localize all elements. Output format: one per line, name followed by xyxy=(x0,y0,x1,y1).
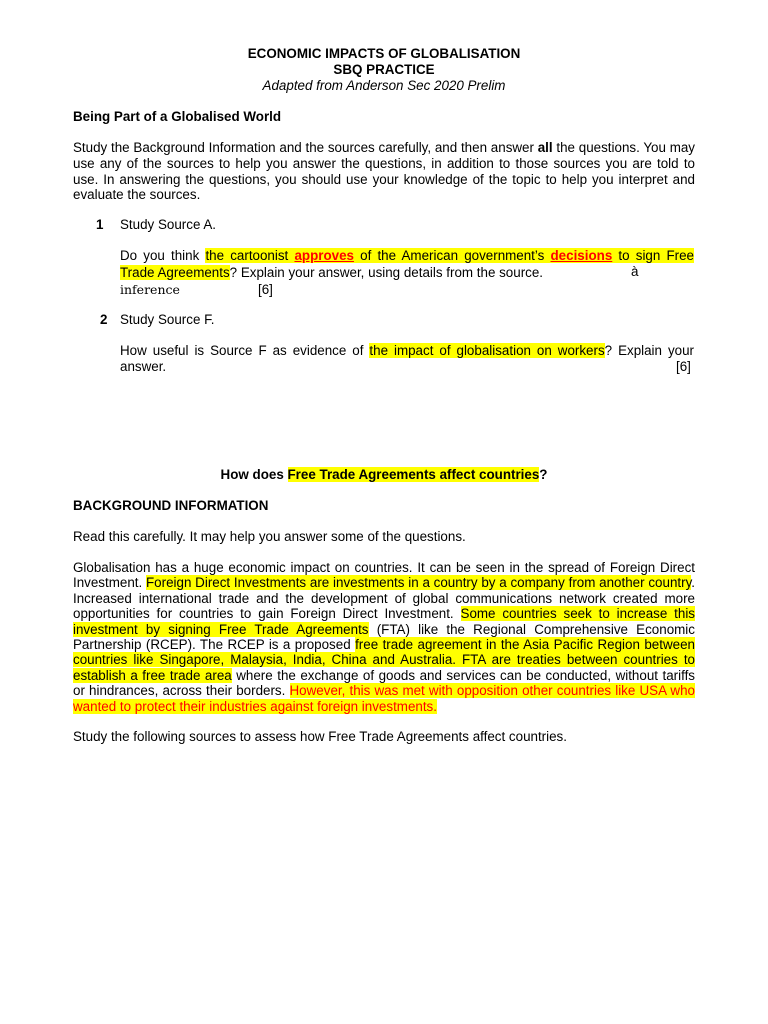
q1-red-decisions: decisions xyxy=(550,248,613,263)
bg-text-2: . Increased international trade and the development of global communications network created more opportunities for countries to gain Foreign Direct Investment. xyxy=(73,575,696,622)
bg-text-4: where the exchange of goods and services can be conducted, without tariffs or hindrances, across their borders. xyxy=(73,667,695,699)
title-line-2: SBQ PRACTICE xyxy=(333,62,435,77)
q2-text-b: ? Explain your answer. xyxy=(120,343,694,374)
q1-hl-text-1: the cartoonist xyxy=(205,248,295,263)
bg-highlight-3: free trade agreement in the Asia Pacific Region between countries like Singapore, Malaysia, India, China and Australia. FTA are treaties between countries to establish a free trade area xyxy=(73,637,695,683)
bg-text-1: Globalisation has a huge economic impact on countries. It can be seen in the spread of Foreign Direct Investment. xyxy=(73,560,695,591)
intro-text: Study the Background Information and the sources carefully, and then answer xyxy=(73,140,538,155)
q1-hl-text-3: to sign Free Trade Agreements xyxy=(120,248,695,280)
bg-highlight-2: Some countries seek to increase this investment by signing Free Trade Agreements xyxy=(73,606,695,637)
bg-text-3: (FTA) like the Regional Comprehensive Economic Partnership (RCEP). The RCEP is a proposed xyxy=(73,621,695,653)
document-subtitle: Adapted from Anderson Sec 2020 Prelim xyxy=(262,78,506,93)
section-heading: Being Part of a Globalised World xyxy=(73,109,282,124)
q1-text-a: Do you think xyxy=(120,248,206,263)
question-1-number: 1 xyxy=(96,217,104,232)
q1-hl-text-2: of the American government’s xyxy=(353,248,551,263)
inquiry-text-a: How does xyxy=(220,467,288,482)
intro-bold: all xyxy=(537,140,553,155)
title-line-1: ECONOMIC IMPACTS OF GLOBALISATION xyxy=(247,46,521,61)
document-title xyxy=(0,46,768,78)
bg-red-highlight: However, this was met with opposition other countries like USA who wanted to protect their industries against foreign investments. xyxy=(73,683,695,714)
question-1-study: Study Source A. xyxy=(120,217,217,232)
bg-highlight-1: Foreign Direct Investments are investments in a country by a company from another country xyxy=(146,575,692,591)
intro-text-rest: the questions. You may use any of the sources to help you answer the questions, in addition to those sources you are told to use. In answering the questions, you should use your knowledge of the topic to help you interpret and evaluate the sources. xyxy=(73,140,695,203)
read-note: Read this carefully. It may help you answer some of the questions. xyxy=(73,529,466,544)
question-2-study: Study Source F. xyxy=(120,312,215,327)
q2-text-a: How useful is Source F as evidence of xyxy=(120,343,370,358)
arrow-glyph: à xyxy=(631,264,639,279)
question-1-text xyxy=(120,248,694,281)
q1-text-b: ? Explain your answer, using details from the source. xyxy=(229,264,544,280)
q2-highlight: the impact of globalisation on workers xyxy=(369,343,605,358)
closing-instruction: Study the following sources to assess how Free Trade Agreements affect countries. xyxy=(73,729,567,744)
inquiry-highlight: Free Trade Agreements affect countries xyxy=(287,467,540,482)
question-2-number: 2 xyxy=(100,312,108,327)
q1-red-approves: approves xyxy=(294,248,354,263)
background-paragraph xyxy=(73,560,695,714)
inquiry-question xyxy=(0,467,768,482)
question-2-marks: [6] xyxy=(676,359,691,374)
handwritten-note: inference xyxy=(120,282,180,297)
question-2-text xyxy=(120,343,694,375)
background-heading: BACKGROUND INFORMATION xyxy=(73,498,269,513)
instructions-paragraph xyxy=(73,140,695,203)
inquiry-text-b: ? xyxy=(539,467,548,482)
question-1-marks: [6] xyxy=(258,282,273,297)
